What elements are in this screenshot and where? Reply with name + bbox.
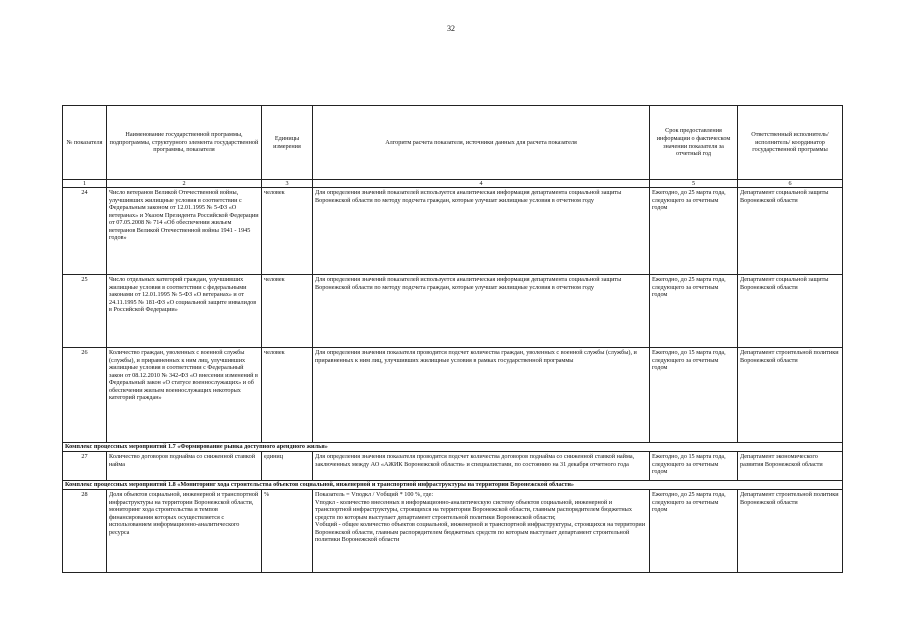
indicator-name: Количество граждан, уволенных с военной службы (службы), и приравненных к ним лиц, улучшивших жилищные условия в соответствии с Федеральный закон от 08.12.2010 № 342-ФЗ «О внесении изменений в Федеральный закон «О статусе военнослужащих» и об обеспечении жильем военнослужащих некоторых категорий граждан» bbox=[107, 348, 262, 443]
table-row bbox=[63, 490, 843, 573]
row-number: 27 bbox=[63, 452, 107, 481]
column-number-row bbox=[63, 180, 843, 188]
table-row bbox=[63, 348, 843, 443]
header-num: № показателя bbox=[63, 106, 107, 180]
indicator-name: Число отдельных категорий граждан, улучшивших жилищные условия в соответствии с федеральными законами от 12.01.1995 № 5-ФЗ «О ветеранах» и от 24.11.1995 № 181-ФЗ «О социальной защите инвалидов в Российской Федерации» bbox=[107, 275, 262, 348]
header-deadline: Срок предоставления информации о фактическом значении показателя за отчетный год bbox=[650, 106, 738, 180]
unit: человек bbox=[262, 188, 313, 275]
column-number: 4 bbox=[313, 180, 650, 188]
algorithm-definition: Vподкл - количество внесенных в информационно-аналитическую систему объектов социальной, инженерной и транспортной инфраструктуры, строящихся на территории Воронежской области, главным распорядителем бюджетных средств по которым выступает департамент строительной политики Воронежской области; bbox=[315, 498, 632, 521]
indicators-table bbox=[62, 105, 843, 573]
table-row bbox=[63, 188, 843, 275]
responsible: Департамент экономического развития Воронежской области bbox=[738, 452, 843, 481]
section-title-1-7: Комплекс процессных мероприятий 1.7 «Формирование рынка доступного арендного жилья» bbox=[63, 443, 843, 452]
deadline: Ежегодно, до 25 марта года, следующего за отчетным годом bbox=[650, 188, 738, 275]
table-header-row bbox=[63, 106, 843, 180]
table-row bbox=[63, 452, 843, 481]
unit: % bbox=[262, 490, 313, 573]
column-number: 1 bbox=[63, 180, 107, 188]
header-responsible: Ответственный исполнитель/исполнитель/ координатор государственной программы bbox=[738, 106, 843, 180]
algorithm: Для определения значений показателей используется аналитическая информация департамента социальной защиты Воронежской области по методу подсчета граждан, которые улучшат жилищные условия в отчетном году bbox=[313, 275, 650, 348]
page-number: 32 bbox=[447, 24, 455, 33]
indicator-name: Доля объектов социальной, инженерной и транспортной инфраструктуры на территории Воронежской области, мониторинг хода строительства и темпов финансирования которых осуществляется с использованием информационно-аналитического ресурса bbox=[107, 490, 262, 573]
algorithm bbox=[313, 490, 650, 573]
column-number: 6 bbox=[738, 180, 843, 188]
section-row bbox=[63, 443, 843, 452]
column-number: 3 bbox=[262, 180, 313, 188]
row-number: 28 bbox=[63, 490, 107, 573]
responsible: Департамент строительной политики Воронежской области bbox=[738, 348, 843, 443]
responsible: Департамент строительной политики Воронежской области bbox=[738, 490, 843, 573]
deadline: Ежегодно, до 15 марта года, следующего за отчетным годом bbox=[650, 452, 738, 481]
algorithm-definition: Vобщий - общее количество объектов социальной, инженерной и транспортной инфраструктуры, строящихся на территории Воронежской области, главным распорядителем бюджетных средств по которым выступает департамент строительной политики Воронежской области bbox=[315, 521, 646, 544]
responsible: Департамент социальной защиты Воронежской области bbox=[738, 188, 843, 275]
column-number: 2 bbox=[107, 180, 262, 188]
algorithm-formula: Показатель = Vподкл / Vобщий * 100 %, где: bbox=[315, 491, 434, 498]
deadline: Ежегодно, до 25 марта года, следующего за отчетным годом bbox=[650, 490, 738, 573]
row-number: 26 bbox=[63, 348, 107, 443]
unit: единиц bbox=[262, 452, 313, 481]
deadline: Ежегодно, до 25 марта года, следующего за отчетным годом bbox=[650, 275, 738, 348]
algorithm: Для определения значений показателей используется аналитическая информация департамента социальной защиты Воронежской области по методу подсчета граждан, которые улучшат жилищные условия в отчетном году bbox=[313, 188, 650, 275]
column-number: 5 bbox=[650, 180, 738, 188]
header-unit: Единицы измерения bbox=[262, 106, 313, 180]
row-number: 24 bbox=[63, 188, 107, 275]
algorithm: Для определения значения показателя проводится подсчет количества граждан, уволенных с военной службы (службы), и приравненных к ним лиц, улучшивших жилищные условия в рамках государственной программы bbox=[313, 348, 650, 443]
unit: человек bbox=[262, 275, 313, 348]
header-algorithm: Алгоритм расчета показателя, источники данных для расчета показателя bbox=[313, 106, 650, 180]
indicator-name: Число ветеранов Великой Отечественной войны, улучшивших жилищные условия в соответствии с Федеральным законом от 12.01.1995 № 5-ФЗ «О ветеранах» и Указом Президента Российской Федерации от 07.05.2008 № 714 «Об обеспечении жильем ветеранов Великой Отечественной войны 1941 - 1945 годов» bbox=[107, 188, 262, 275]
indicator-name: Количество договоров поднайма со сниженной ставкой найма bbox=[107, 452, 262, 481]
section-title-1-8: Комплекс процессных мероприятий 1.8 «Мониторинг хода строительства объектов социальной, инженерной и транспортной инфраструктуры на территории Воронежской области» bbox=[63, 481, 843, 490]
unit: человек bbox=[262, 348, 313, 443]
table-row bbox=[63, 275, 843, 348]
section-row bbox=[63, 481, 843, 490]
deadline: Ежегодно, до 15 марта года, следующего за отчетным годом bbox=[650, 348, 738, 443]
row-number: 25 bbox=[63, 275, 107, 348]
header-name: Наименование государственной программы, подпрограммы, структурного элемента государственной программы, показателя bbox=[107, 106, 262, 180]
responsible: Департамент социальной защиты Воронежской области bbox=[738, 275, 843, 348]
algorithm: Для определения значения показателя проводится подсчет количества договоров поднайма со сниженной ставкой найма, заключенных между АО «АЖИК Воронежской области» и специалистами, по состоянию на 31 декабря отчетного года bbox=[313, 452, 650, 481]
